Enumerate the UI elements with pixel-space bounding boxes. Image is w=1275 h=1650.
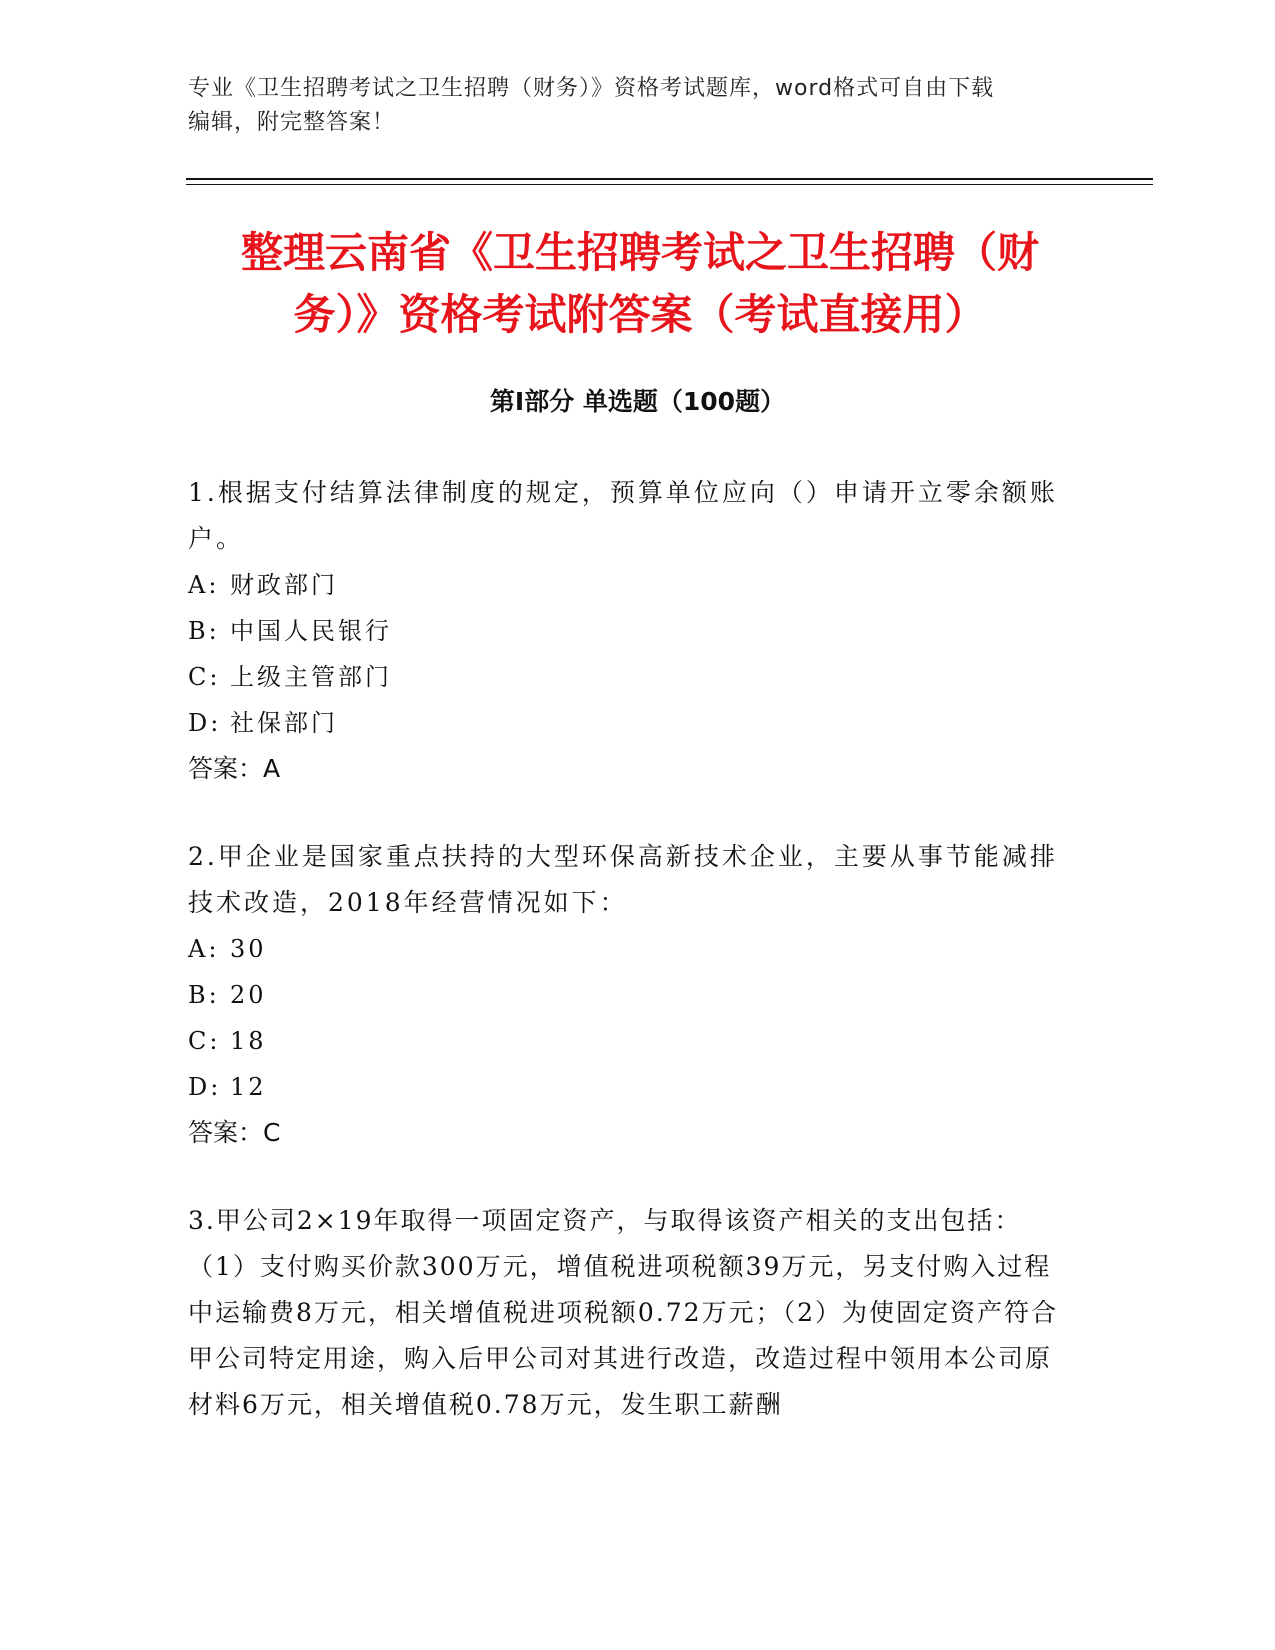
section-heading: 第Ⅰ部分 单选题（100题） (489, 387, 786, 416)
document-title-line2: 务）》资格考试附答案（考试直接用） (293, 290, 987, 339)
header-note (188, 72, 1068, 140)
option-text: 财政部门 (230, 571, 338, 599)
answer-line: 答案：C (188, 1118, 281, 1147)
option-c (188, 654, 1078, 700)
header-note-line2: 编辑，附完整答案！ (188, 110, 396, 135)
option-text: 30 (230, 935, 267, 963)
document-title (190, 222, 1090, 346)
header-divider-thin (186, 184, 1153, 185)
option-a (188, 562, 1078, 608)
option-text: 上级主管部门 (230, 663, 392, 691)
option-text: 20 (230, 981, 267, 1009)
header-note-line1: 专业《卫生招聘考试之卫生招聘（财务）》资格考试题库，word格式可自由下载 (188, 76, 995, 101)
option-letter: C: (188, 663, 221, 691)
option-letter: D: (188, 1073, 222, 1101)
option-b (188, 608, 1078, 654)
option-text: 12 (230, 1073, 267, 1101)
option-letter: B: (188, 981, 220, 1009)
answer-line: 答案：A (188, 754, 281, 783)
question-stem: 1.根据支付结算法律制度的规定，预算单位应向（）申请开立零余额账户。 (188, 478, 1058, 553)
option-d (188, 1064, 1078, 1110)
question-2 (188, 834, 1078, 1156)
question-stem: 2.甲企业是国家重点扶持的大型环保高新技术企业，主要从事节能减排技术改造，2018年经营情况如下： (188, 842, 1058, 917)
question-stem: 3.甲公司2×19年取得一项固定资产，与取得该资产相关的支出包括：（1）支付购买价款300万元，增值税进项税额39万元，另支付购入过程中运输费8万元，相关增值税进项税额0.72万元；（2）为使固定资产符合甲公司特定用途，购入后甲公司对其进行改造，改造过程中领用本公司原材料6万元，相关增值税0.78万元，发生职工薪酬 (188, 1206, 1058, 1419)
option-letter: B: (188, 617, 220, 645)
option-letter: C: (188, 1027, 221, 1055)
option-c (188, 1018, 1078, 1064)
question-1 (188, 470, 1078, 792)
option-letter: A: (188, 935, 220, 963)
question-3 (188, 1198, 1078, 1428)
option-b (188, 972, 1078, 1018)
option-letter: D: (188, 709, 222, 737)
option-text: 中国人民银行 (230, 617, 392, 645)
header-divider-thick (186, 178, 1153, 180)
option-d (188, 700, 1078, 746)
option-letter: A: (188, 571, 220, 599)
option-text: 社保部门 (230, 709, 338, 737)
document-title-line1: 整理云南省《卫生招聘考试之卫生招聘（财 (240, 228, 1039, 277)
option-text: 18 (230, 1027, 267, 1055)
option-a (188, 926, 1078, 972)
